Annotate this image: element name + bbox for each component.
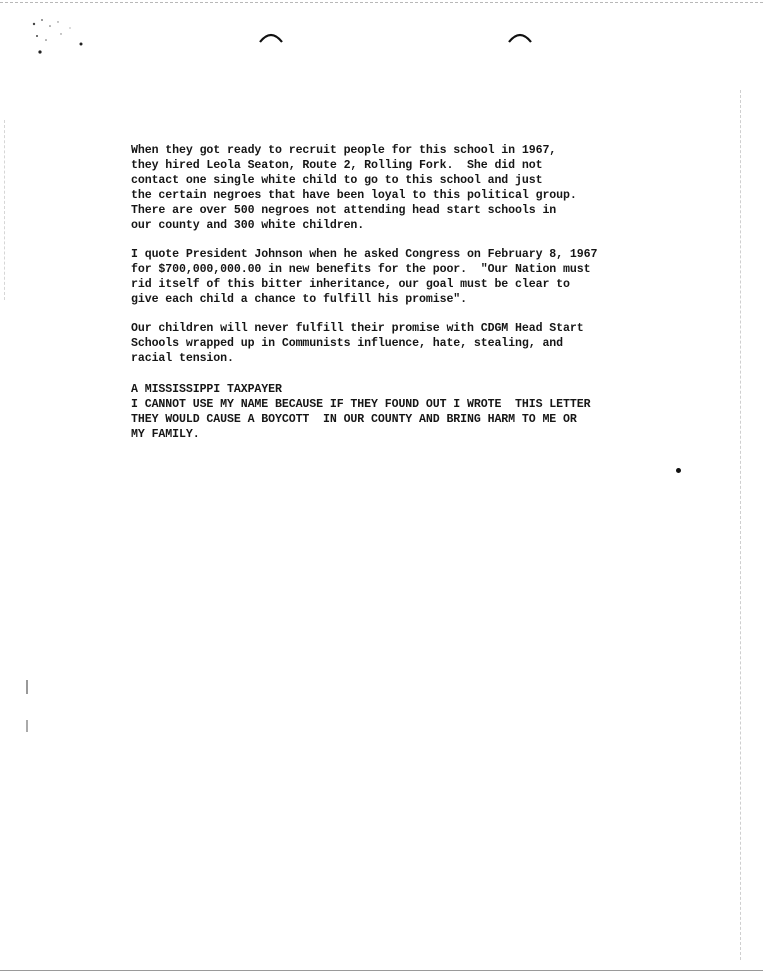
page-top-edge xyxy=(0,2,763,3)
signature-block xyxy=(131,382,731,442)
letter-body xyxy=(131,143,731,442)
text-line: our county and 300 white children. xyxy=(131,219,365,232)
margin-mark xyxy=(26,680,28,740)
text-line: I quote President Johnson when he asked Congress on February 8, 1967 xyxy=(131,248,598,261)
text-line: the certain negroes that have been loyal to this political group. xyxy=(131,189,577,202)
signature-line: MY FAMILY. xyxy=(131,428,200,441)
punch-hole-mark-right xyxy=(507,30,533,44)
text-line: Schools wrapped up in Communists influence, hate, stealing, and xyxy=(131,337,564,350)
page-bottom-edge xyxy=(0,970,763,971)
paragraph-cdgm xyxy=(131,321,731,366)
paragraph-recruitment xyxy=(131,143,731,233)
text-line: give each child a chance to fulfill his promise". xyxy=(131,293,468,306)
text-line: racial tension. xyxy=(131,352,234,365)
text-line: There are over 500 negroes not attending head start schools in xyxy=(131,204,557,217)
text-line: rid itself of this bitter inheritance, our goal must be clear to xyxy=(131,278,570,291)
paragraph-johnson-quote xyxy=(131,247,731,307)
signature-line: I CANNOT USE MY NAME BECAUSE IF THEY FOUND OUT I WROTE THIS LETTER xyxy=(131,398,591,411)
text-line: When they got ready to recruit people for this school in 1967, xyxy=(131,144,557,157)
page-right-edge xyxy=(740,90,741,960)
text-line: Our children will never fulfill their promise with CDGM Head Start xyxy=(131,322,584,335)
signature-line: THEY WOULD CAUSE A BOYCOTT IN OUR COUNTY AND BRING HARM TO ME OR xyxy=(131,413,577,426)
scan-specks xyxy=(28,14,88,60)
text-line: for $700,000,000.00 in new benefits for the poor. "Our Nation must xyxy=(131,263,591,276)
signature-line: A MISSISSIPPI TAXPAYER xyxy=(131,383,282,396)
page-left-edge xyxy=(4,120,5,300)
ink-dot xyxy=(676,468,681,473)
text-line: contact one single white child to go to this school and just xyxy=(131,174,543,187)
text-line: they hired Leola Seaton, Route 2, Rolling Fork. She did not xyxy=(131,159,543,172)
punch-hole-mark-left xyxy=(258,30,284,44)
